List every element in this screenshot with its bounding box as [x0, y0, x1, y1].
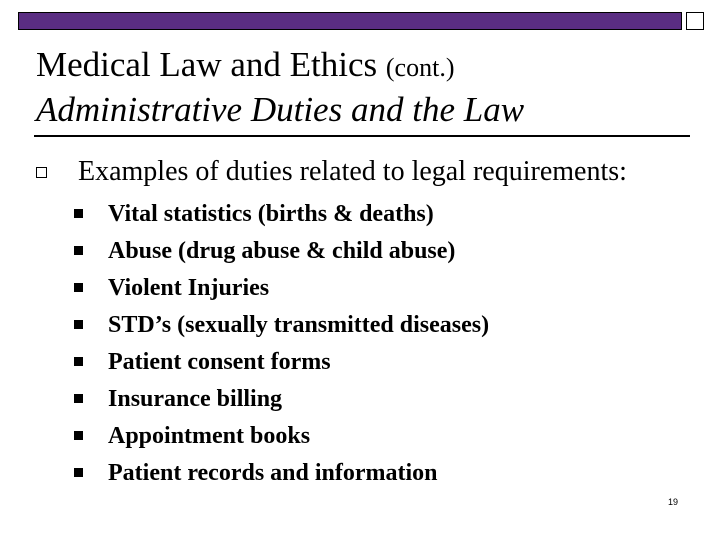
filled-square-bullet-icon [74, 428, 108, 446]
list-item [74, 418, 634, 455]
list-item [74, 196, 634, 233]
list-item [74, 233, 634, 270]
filled-square-bullet-icon [74, 206, 108, 224]
filled-square-bullet-icon [74, 243, 108, 261]
page-title: Medical Law and Ethics [36, 45, 378, 84]
list-item-text: Patient consent forms [108, 349, 331, 375]
list-item-text: Violent Injuries [108, 275, 270, 301]
title-continued: (cont.) [385, 53, 455, 82]
filled-square-bullet-icon [74, 317, 108, 335]
title-underline [34, 135, 690, 137]
list-item-text: Appointment books [108, 423, 311, 449]
list-item [74, 344, 634, 381]
list-item [74, 307, 634, 344]
filled-square-bullet-icon [74, 391, 108, 409]
list-item-text: STD’s (sexually transmitted diseases) [108, 312, 490, 338]
list-item-text: Insurance billing [108, 386, 283, 412]
sub-bullet-list [74, 196, 634, 492]
page-subtitle: Administrative Duties and the Law [36, 90, 525, 129]
page-number: 19 [667, 497, 678, 507]
hollow-square-bullet-icon [36, 162, 78, 183]
list-item [74, 381, 634, 418]
title-block [36, 44, 696, 131]
filled-square-bullet-icon [74, 465, 108, 483]
top-accent-square [686, 12, 704, 30]
list-item-text: Patient records and information [108, 460, 438, 486]
main-bullet-text: Examples of duties related to legal requirements: [78, 156, 627, 187]
title-line [36, 44, 696, 89]
filled-square-bullet-icon [74, 354, 108, 372]
list-item-text: Abuse (drug abuse & child abuse) [108, 238, 456, 264]
top-accent-bar [18, 12, 682, 30]
main-bullet [36, 152, 706, 192]
list-item [74, 455, 634, 492]
list-item-text: Vital statistics (births & deaths) [108, 201, 434, 227]
filled-square-bullet-icon [74, 280, 108, 298]
list-item [74, 270, 634, 307]
